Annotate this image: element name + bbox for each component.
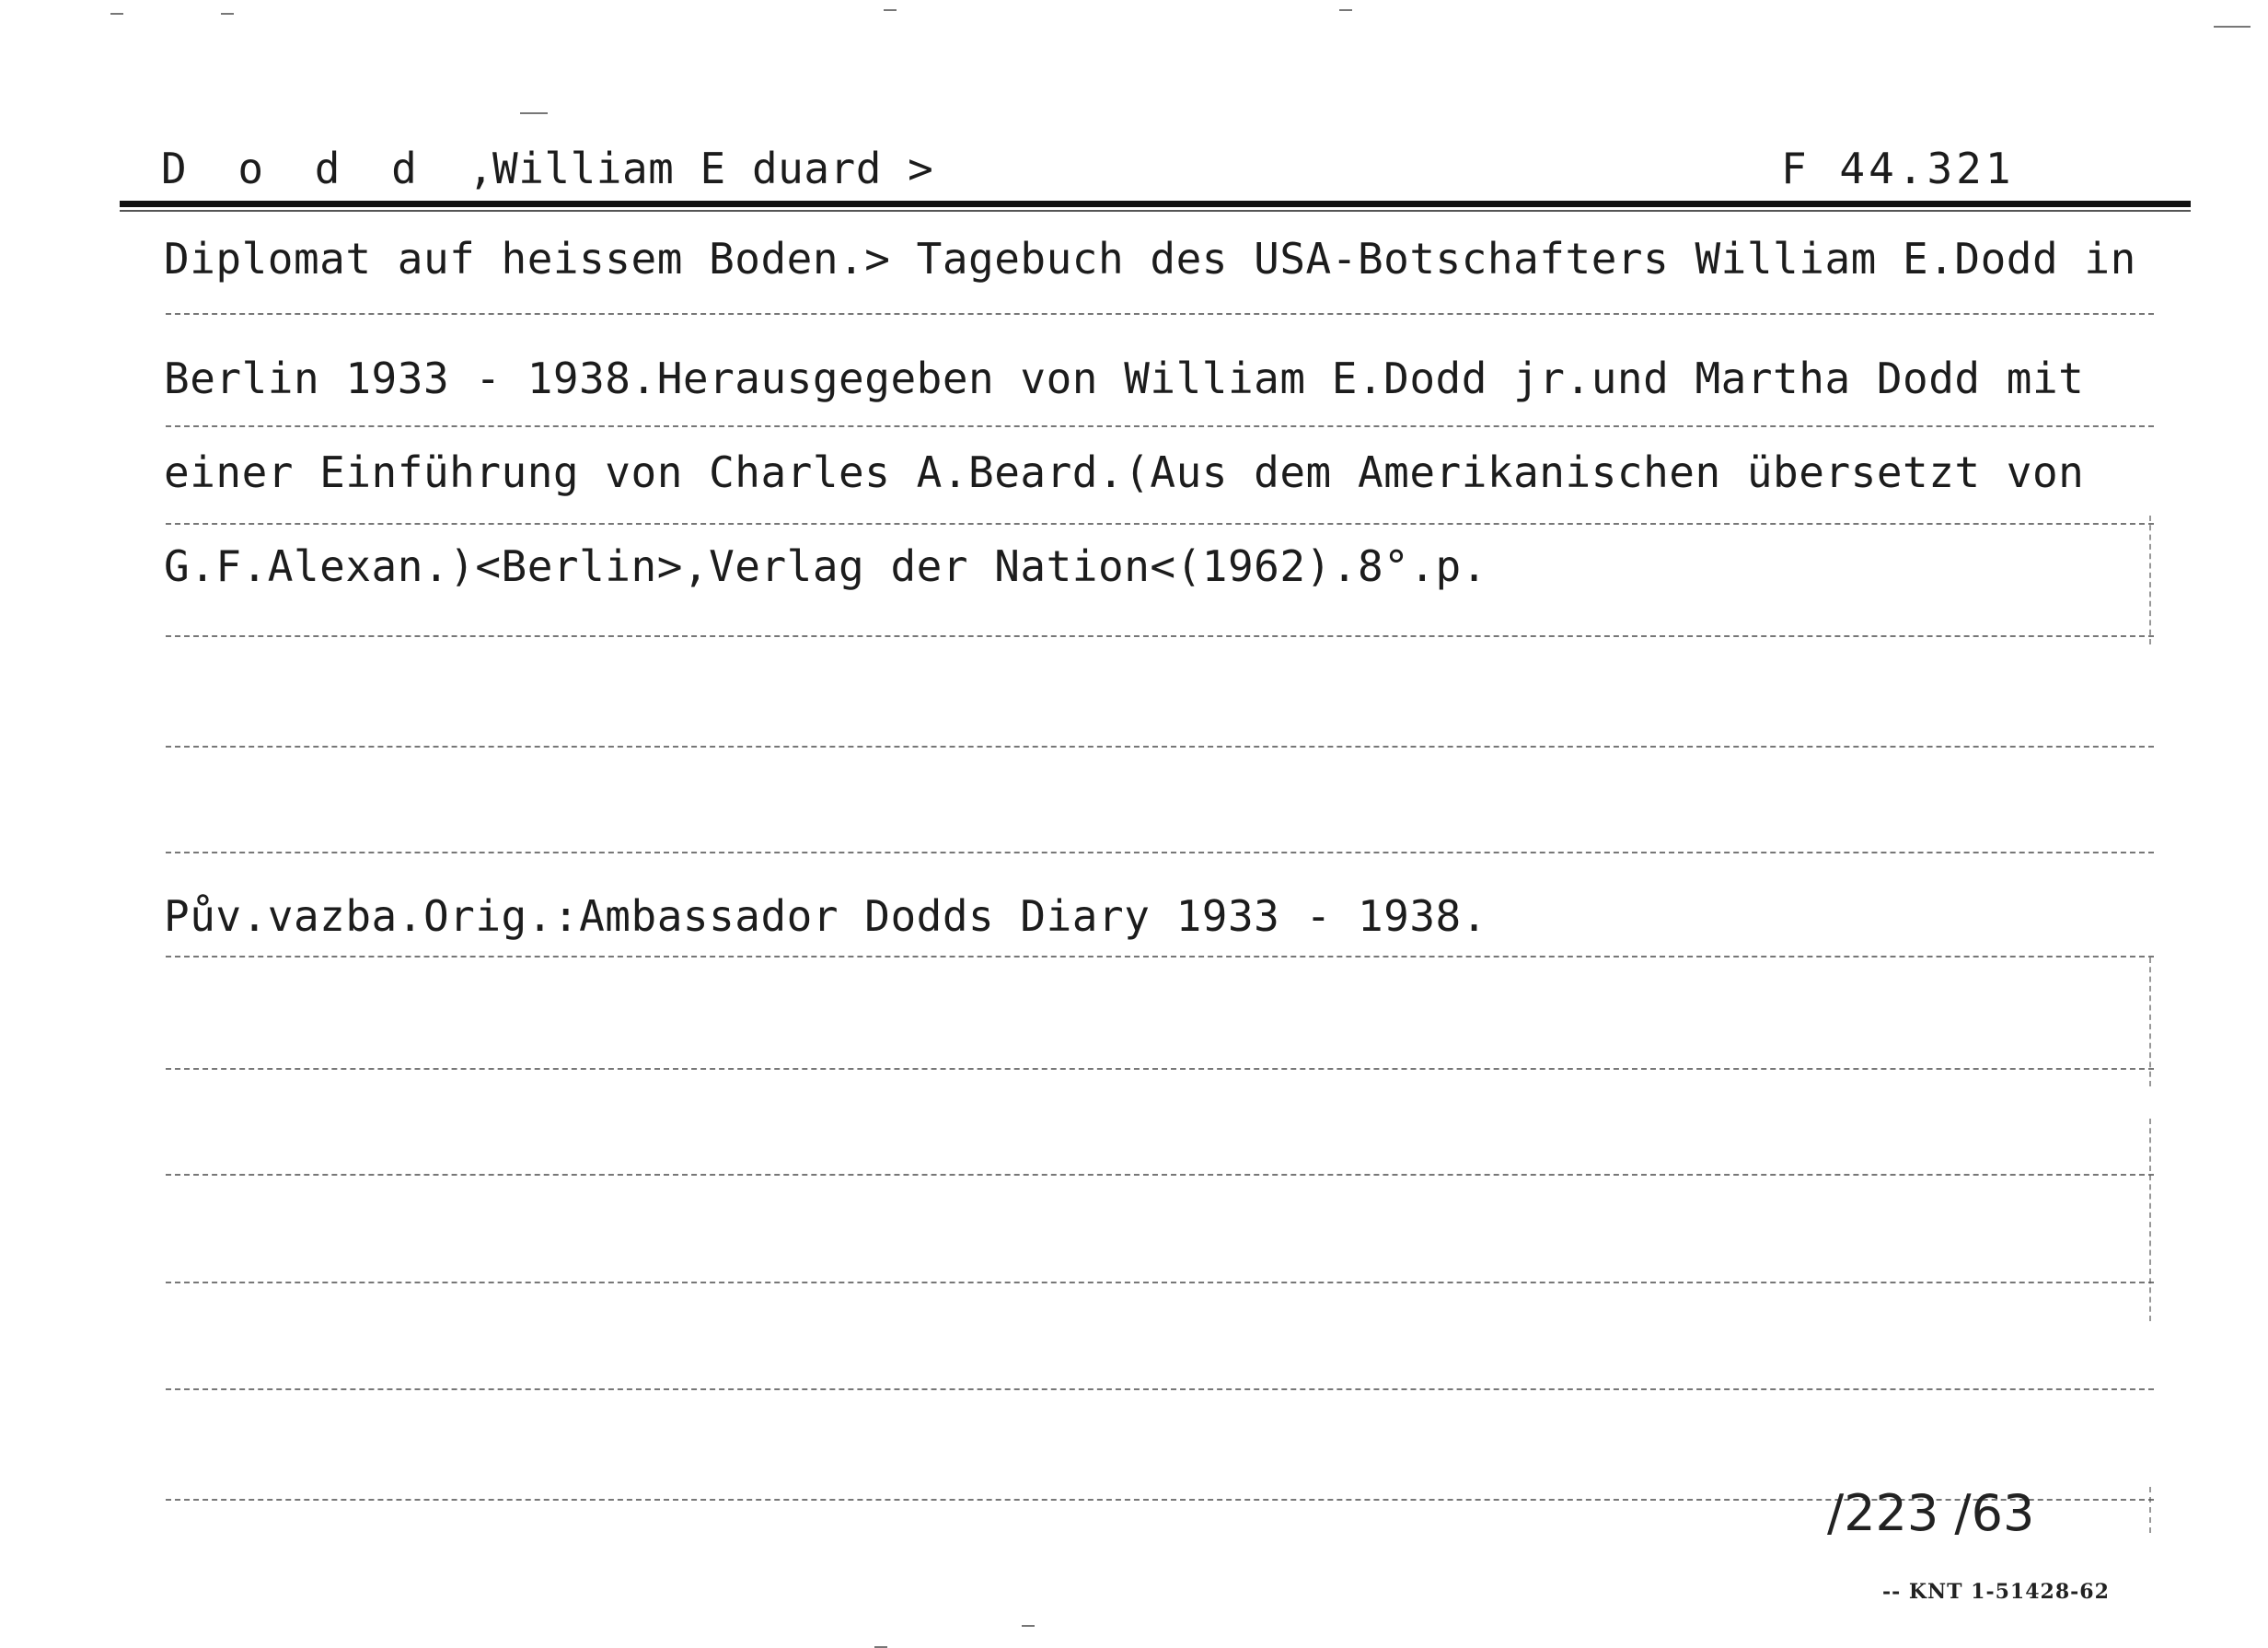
shelf-mark: F 44.321	[1781, 144, 2015, 193]
guide-line	[166, 956, 2154, 957]
bibliographic-line-1: Diplomat auf heissem Boden.> Tagebuch des USA-Botschafters William E.Dodd in	[164, 234, 2136, 284]
edge-mark	[110, 13, 123, 15]
margin-dash	[2149, 516, 2151, 644]
edge-mark	[1022, 1625, 1035, 1627]
guide-line	[166, 523, 2154, 525]
edge-mark	[221, 13, 234, 15]
guide-line	[166, 852, 2154, 853]
edge-mark	[1339, 9, 1352, 11]
handwritten-accession-number: /223 /63	[1827, 1484, 2035, 1542]
author-given-name: William E duard >	[492, 144, 934, 193]
edge-mark	[2214, 26, 2251, 28]
guide-line	[166, 1282, 2154, 1283]
header-rule-shadow	[120, 210, 2191, 212]
margin-dash	[2149, 957, 2151, 1086]
guide-line	[166, 746, 2154, 748]
margin-dash	[2149, 1487, 2151, 1533]
author-surname: D o d d ,	[161, 144, 507, 193]
guide-line	[166, 425, 2154, 427]
original-title-line: Pův.vazba.Orig.:Ambassador Dodds Diary 1933 - 1938.	[164, 891, 1487, 941]
bibliographic-line-2: Berlin 1933 - 1938.Herausgegeben von William E.Dodd jr.und Martha Dodd mit	[164, 354, 2085, 403]
guide-line	[166, 1174, 2154, 1176]
printer-code: -- KNT 1-51428-62	[1882, 1580, 2110, 1604]
bibliographic-line-3: einer Einführung von Charles A.Beard.(Aus dem Amerikanischen übersetzt von	[164, 447, 2085, 497]
edge-mark	[520, 112, 548, 114]
guide-line	[166, 1068, 2154, 1070]
header-rule	[120, 201, 2191, 207]
edge-mark	[884, 9, 897, 11]
margin-dash	[2149, 1119, 2151, 1321]
bibliographic-line-4: G.F.Alexan.)<Berlin>,Verlag der Nation<(1962).8°.p.	[164, 541, 1487, 591]
guide-line	[166, 1388, 2154, 1390]
guide-line	[166, 635, 2154, 637]
guide-line	[166, 313, 2154, 315]
